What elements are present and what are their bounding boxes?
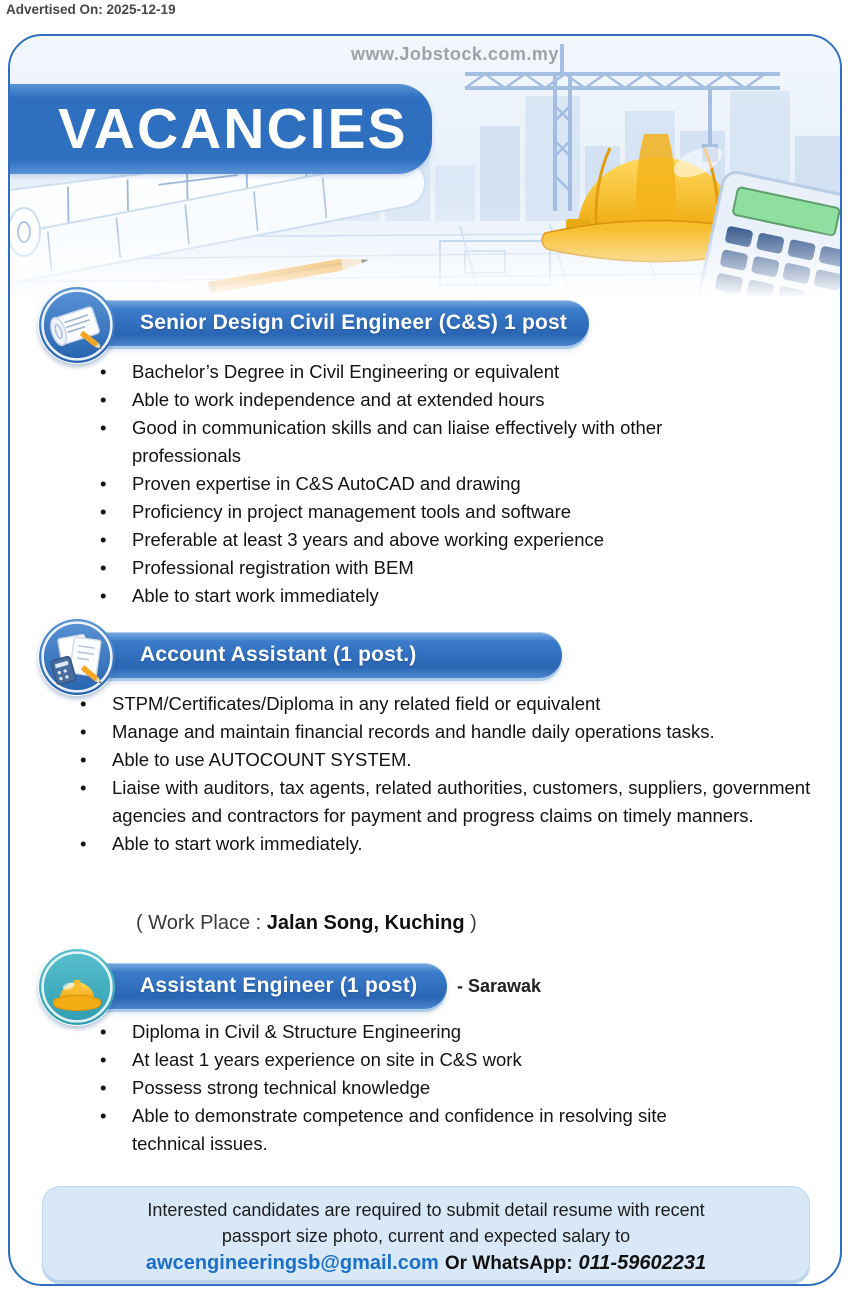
- requirements-list: [74, 690, 814, 858]
- advertised-on-label: Advertised On: 2025-12-19: [6, 2, 176, 17]
- requirement-item: • Professional registration with BEM: [94, 554, 752, 582]
- requirement-item: • Able to work independence and at extended hours: [94, 386, 752, 414]
- requirement-item: • Able to demonstrate competence and confidence in resolving site technical issues.: [94, 1102, 684, 1158]
- blueprint-scroll-icon: [38, 286, 116, 364]
- job-title: Account Assistant (1 post.): [140, 643, 417, 666]
- email-link[interactable]: awcengineeringsb@gmail.com: [145, 1252, 439, 1274]
- application-instructions-card: [42, 1186, 810, 1284]
- documents-calculator-icon: [38, 618, 116, 696]
- job-title: Senior Design Civil Engineer (C&S) 1 post: [140, 311, 568, 334]
- requirement-item: • Liaise with auditors, tax agents, related authorities, customers, suppliers, government agencies and contractors for payment and progress claims on timely manners.: [74, 774, 814, 830]
- hero-section: [10, 36, 840, 298]
- job-title-banner: [62, 963, 447, 1009]
- requirement-item: • Preferable at least 3 years and above working experience: [94, 526, 752, 554]
- requirement-item: • Manage and maintain financial records and handle daily operations tasks.: [74, 718, 814, 746]
- instruction-line-1: Interested candidates are required to submit detail resume with recent: [147, 1200, 705, 1220]
- requirement-item: • Able to start work immediately: [94, 582, 752, 610]
- requirements-list: [94, 1018, 684, 1158]
- requirement-item: • Bachelor’s Degree in Civil Engineering or equivalent: [94, 358, 752, 386]
- requirement-item: • Good in communication skills and can liaise effectively with other professionals: [94, 414, 752, 470]
- hardhat-icon: [38, 948, 116, 1026]
- workplace-location: Jalan Song, Kuching: [266, 912, 465, 934]
- requirements-list: [94, 358, 752, 610]
- contact-line: [43, 1249, 809, 1278]
- vacancies-title: VACANCIES: [58, 97, 408, 161]
- workplace-prefix: ( Work Place :: [136, 912, 267, 934]
- requirement-item: • Proven expertise in C&S AutoCAD and drawing: [94, 470, 752, 498]
- website-url: www.Jobstock.com.my: [351, 44, 559, 64]
- job-location-note: - Sarawak: [457, 976, 542, 996]
- job-title-banner: [62, 300, 589, 346]
- workplace-suffix: ): [464, 912, 477, 934]
- requirement-item: • Able to use AUTOCOUNT SYSTEM.: [74, 746, 814, 774]
- requirement-item: • Diploma in Civil & Structure Engineering: [94, 1018, 684, 1046]
- workplace-note: [136, 912, 477, 935]
- whatsapp-number: 011-59602231: [578, 1252, 707, 1274]
- requirement-item: • Possess strong technical knowledge: [94, 1074, 684, 1102]
- requirement-item: • Able to start work immediately.: [74, 830, 814, 858]
- instruction-line-2: passport size photo, current and expected salary to: [221, 1226, 631, 1246]
- vacancy-poster: [8, 34, 842, 1286]
- requirement-item: • At least 1 years experience on site in C&S work: [94, 1046, 684, 1074]
- job-title-banner: [62, 632, 562, 678]
- job-title: Assistant Engineer (1 post): [140, 974, 418, 997]
- requirement-item: • Proficiency in project management tools and software: [94, 498, 752, 526]
- or-whatsapp-label: Or WhatsApp:: [444, 1253, 573, 1274]
- requirement-item: • STPM/Certificates/Diploma in any related field or equivalent: [74, 690, 814, 718]
- vacancies-ribbon: [10, 84, 432, 174]
